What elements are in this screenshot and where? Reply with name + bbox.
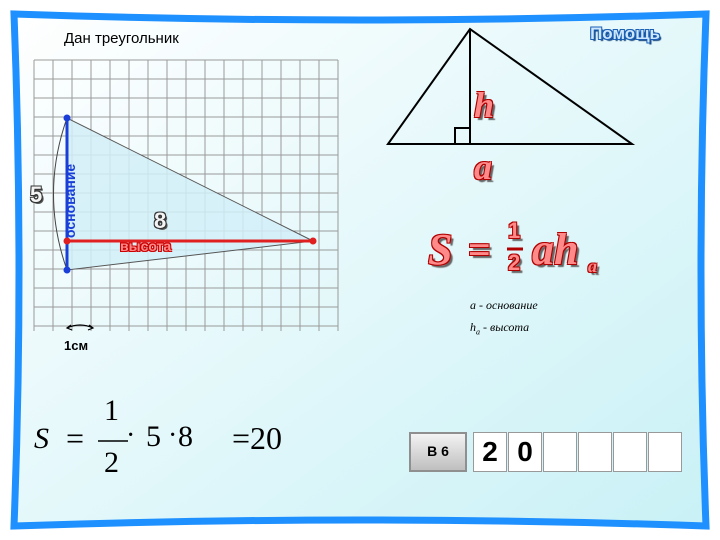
answer-box (409, 432, 687, 472)
vertex-right (310, 238, 317, 245)
answer-cell-5[interactable] (613, 432, 647, 472)
calc-dot-2: · (168, 420, 178, 451)
formula-denominator: 2 (508, 250, 521, 275)
formula-numerator: 1 (508, 218, 521, 243)
legend-height-text: - высота (480, 320, 530, 334)
vertex-bottom (64, 267, 71, 274)
formula-equals: = (468, 227, 491, 272)
answer-cell-2[interactable]: 0 (508, 432, 542, 472)
answer-cell-1[interactable]: 2 (473, 432, 507, 472)
help-link[interactable]: Помощь (590, 24, 660, 43)
legend-height-sub: a (476, 327, 480, 337)
base-word-label: основание (62, 163, 78, 238)
calc-result: =20 (232, 420, 283, 456)
formula-rhs: ah (532, 225, 579, 274)
answer-cell-3[interactable] (543, 432, 577, 472)
calc-equals: = (66, 420, 85, 456)
reference-base-label: a (474, 147, 492, 187)
calc-denominator: 2 (104, 446, 119, 479)
answer-label: В 6 (409, 432, 467, 472)
formula-subscript: a (588, 256, 597, 276)
vertex-top (64, 115, 71, 122)
calc-numerator: 1 (104, 394, 119, 427)
calc-factor-2: 8 (178, 420, 193, 453)
legend-base: a - основание (470, 298, 538, 312)
formula-lhs: S (428, 225, 453, 274)
vertex-foot (64, 238, 71, 245)
legend-height-var: h (470, 320, 476, 334)
scale-label: 1см (64, 338, 89, 353)
page-title: Дан треугольник (64, 30, 179, 47)
calc-lhs: S (34, 422, 49, 455)
calc-factor-1: 5 (146, 420, 161, 453)
height-value-label: 8 (154, 208, 167, 233)
height-word-label: высота (120, 238, 172, 254)
answer-cell-4[interactable] (578, 432, 612, 472)
base-value-label: 5 (30, 182, 43, 207)
legend-height (470, 320, 529, 336)
answer-cell-6[interactable] (648, 432, 682, 472)
calc-dot-1: · (126, 420, 136, 451)
reference-height-label: h (474, 85, 495, 125)
